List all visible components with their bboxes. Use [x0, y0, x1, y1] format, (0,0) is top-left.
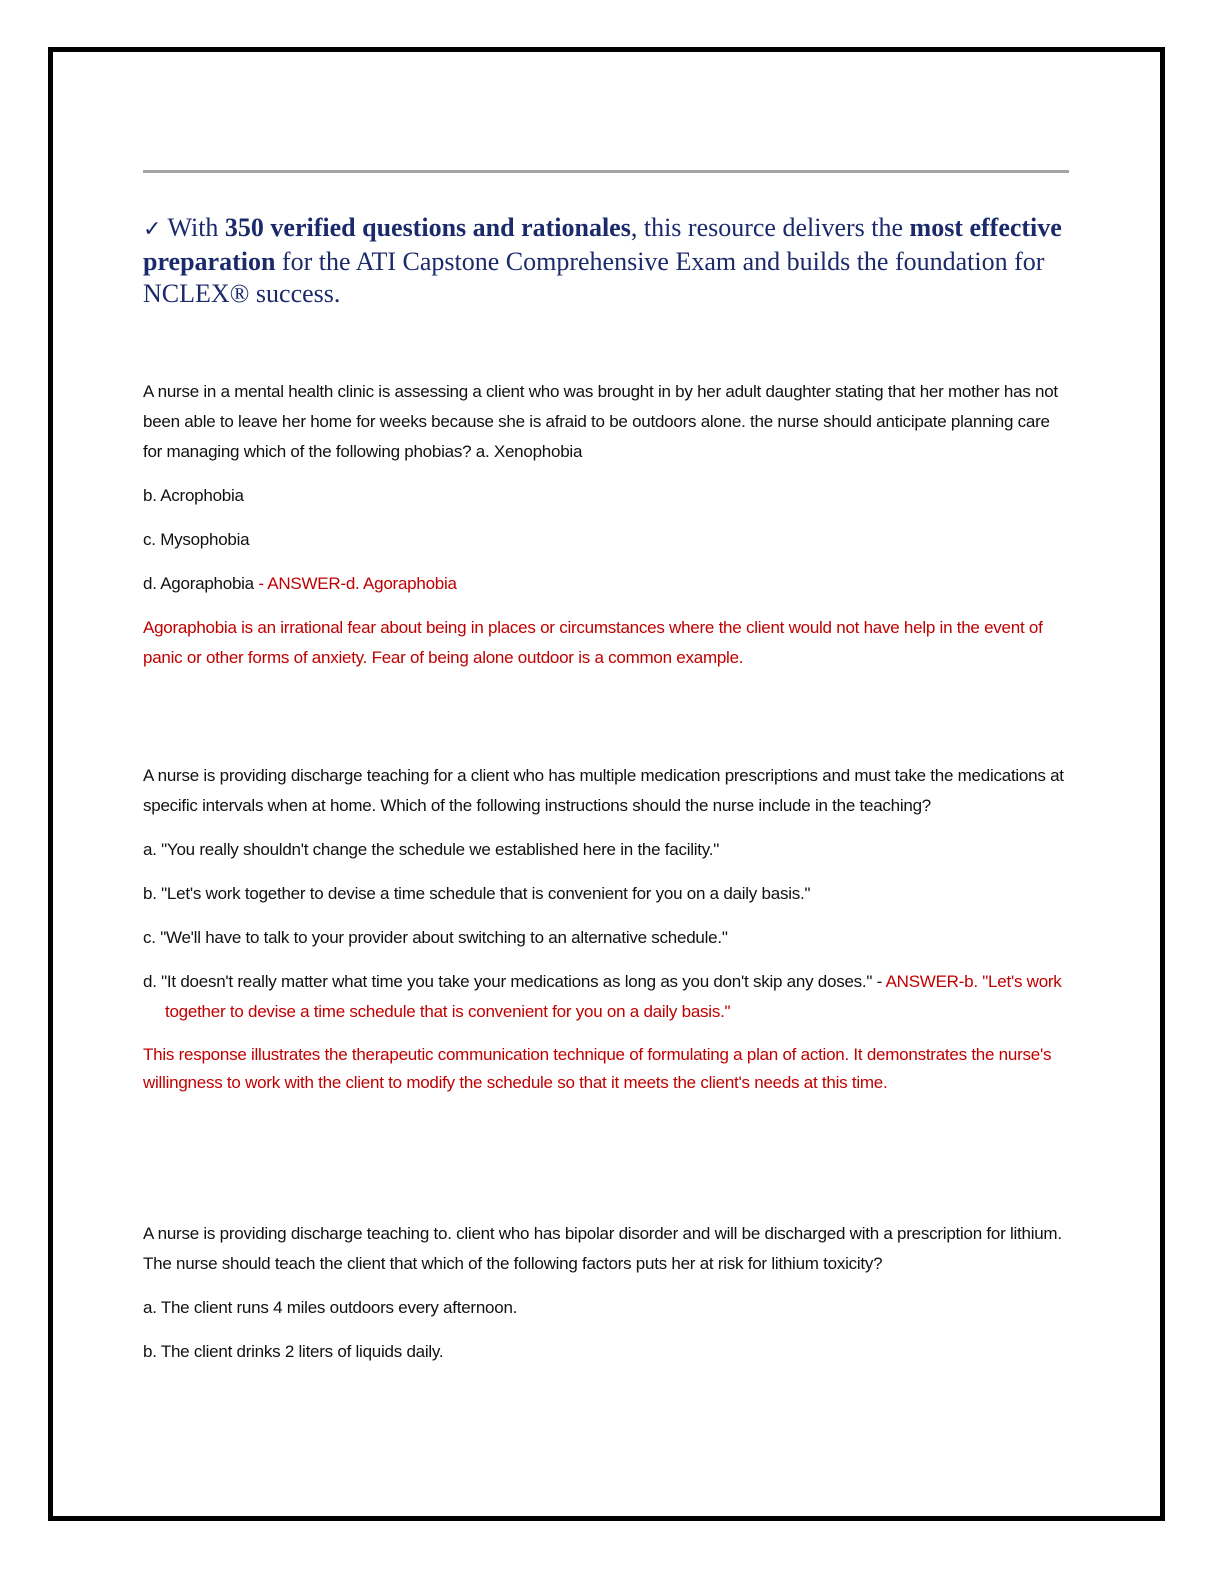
intro-bold: 350 verified questions and rationales — [224, 213, 631, 242]
option: b. The client drinks 2 liters of liquids daily. — [143, 1342, 444, 1361]
intro-text: for the ATI Capstone Comprehensive Exam and builds the foundation for NCLEX® success. — [143, 247, 1045, 308]
option: b. "Let's work together to devise a time schedule that is convenient for you on a daily basis." — [143, 884, 811, 903]
horizontal-rule — [143, 170, 1069, 173]
intro-text: , this resource delivers the — [630, 213, 910, 242]
question-stem: A nurse is providing discharge teaching to. client who has bipolar disorder and will be discharged with a prescription for lithium. The nurse should teach the client that which of the following factors puts her at risk for lithium toxicity? — [143, 1224, 1062, 1273]
question-1 — [143, 377, 1073, 687]
option: c. Mysophobia — [143, 530, 250, 549]
option: a. "You really shouldn't change the schedule we established here in the facility." — [143, 840, 720, 859]
answer: - ANSWER-d. Agoraphobia — [253, 574, 457, 593]
rationale: This response illustrates the therapeutic communication technique of formulating a plan of action. It demonstrates the nurse's willingness to work with the client to modify the schedule so that it meets the client's needs at this time. — [143, 1045, 1052, 1092]
rationale: Agoraphobia is an irrational fear about being in places or circumstances where the client would not have help in the event of panic or other forms of anxiety. Fear of being alone outdoor is a common example. — [143, 618, 1043, 667]
question-stem: A nurse is providing discharge teaching for a client who has multiple medication prescriptions and must take the medications at specific intervals when at home. Which of the following instructions should the nurse include in the teaching? — [143, 766, 1064, 815]
option — [143, 569, 1073, 599]
option: c. "We'll have to talk to your provider about switching to an alternative schedule." — [143, 928, 728, 947]
option: a. The client runs 4 miles outdoors every afternoon. — [143, 1298, 518, 1317]
intro-heading — [143, 212, 1069, 310]
check-icon: ✓ — [143, 217, 162, 242]
option: b. Acrophobia — [143, 486, 244, 505]
intro-text: With — [167, 213, 225, 242]
question-3 — [143, 1219, 1073, 1381]
option-text: d. Agoraphobia — [143, 574, 254, 593]
answer: ANSWER-b. "Let's work together to devise a time schedule that is convenient for you on a daily basis." — [165, 972, 1062, 1021]
option — [143, 967, 1073, 1027]
option-text: d. "It doesn't really matter what time you take your medications as long as you don't skip any doses." - — [143, 972, 883, 991]
intro-bold: most effective preparation — [143, 213, 1062, 276]
question-stem: A nurse in a mental health clinic is assessing a client who was brought in by her adult daughter stating that her mother has not been able to leave her home for weeks because she is afraid to be outdoors alone. the nurse should anticipate planning care for managing which of the following phobias? a. Xenophobia — [143, 382, 1058, 461]
question-2 — [143, 761, 1073, 1111]
